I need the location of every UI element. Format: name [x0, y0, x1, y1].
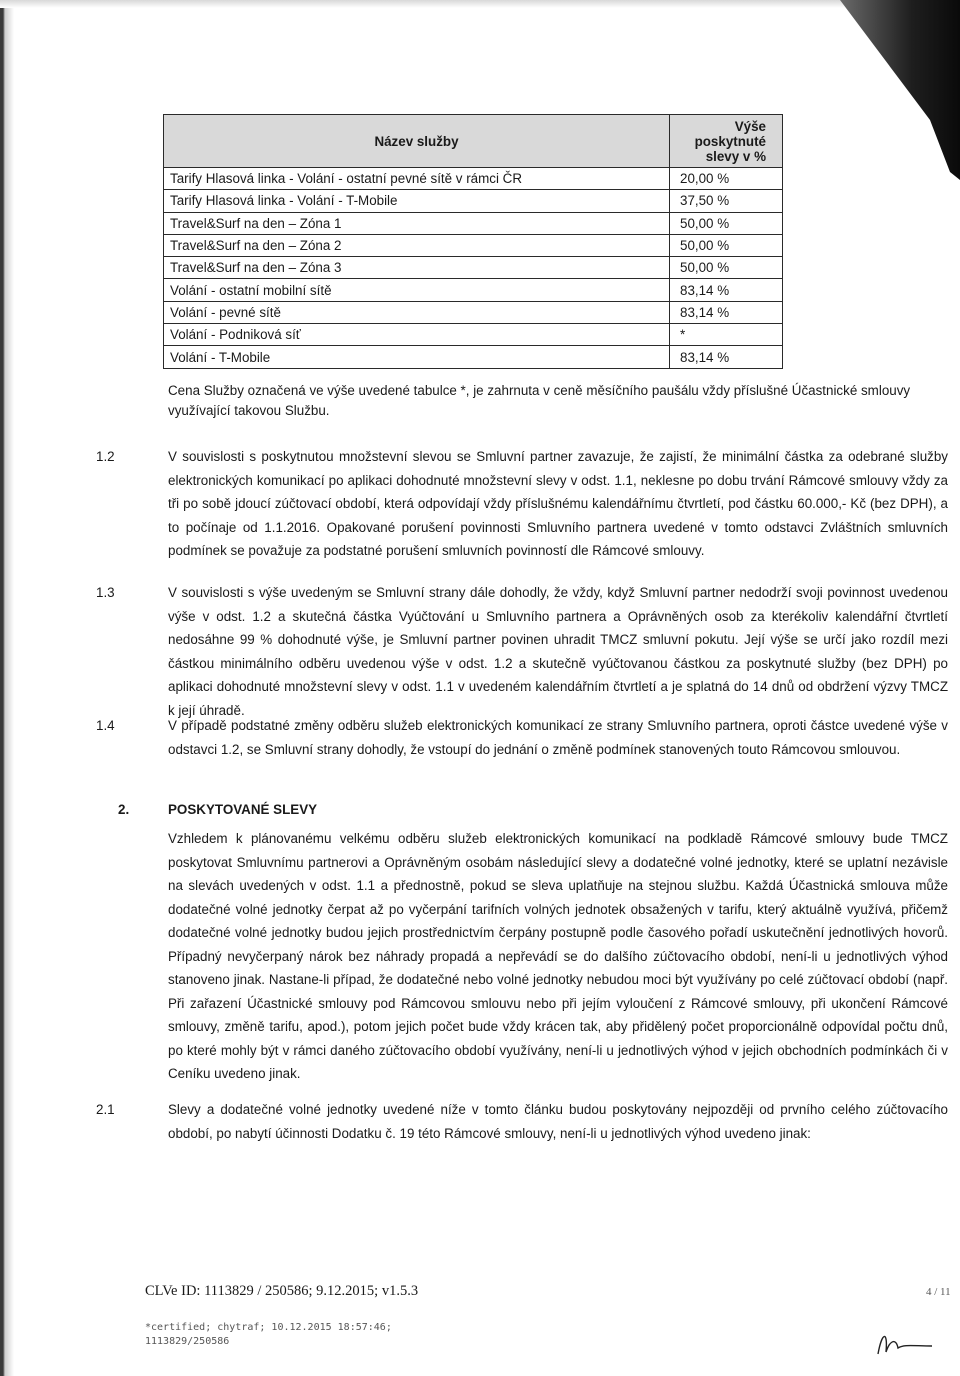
document-id: CLVe ID: 1113829 / 250586; 9.12.2015; v1.5.3 [145, 1283, 419, 1299]
certification-line: *certified; chytraf; 10.12.2015 18:57:46; [145, 1322, 392, 1333]
discount-rate: 50,00 % [670, 257, 783, 279]
clause-text: Slevy a dodatečné volné jednotky uvedené níže v tomto článku budou poskytovány nejpozději od prvního celého zúčtovacího období, po nabytí účinnosti Dodatku č. 19 této Rámcové smlouvy, není-li u jednotlivých výhod uvedeno jinak: [168, 1102, 948, 1141]
service-name: Travel&Surf na den – Zóna 2 [164, 234, 670, 256]
scan-edge-top [0, 0, 960, 8]
discount-rate: 83,14 % [670, 301, 783, 323]
clause-number: 1.4 [96, 718, 115, 733]
table-row [164, 190, 783, 212]
clause-text: V souvislosti s poskytnutou množstevní slevou se Smluvní partner zavazuje, že zajistí, že minimální částka za odebrané služby elektronických komunikací po aplikaci dohodnuté množstevní slevy v odst. 1.1, neklesne po dobu trvání Rámcové smlouvy vždy za tři po sobě jdoucí zúčtovací období, která odpovídají vždy příslušnému kalendářnímu čtvrtletí, pod částku 60.000,- Kč (bez DPH), a to počínaje od 1.1.2016. Opakované porušení povinnosti Smluvního partnera uvedené v tomto odstavci Zvláštních smluvních podmínek se považuje za podstatné porušení smluvních povinností dle Rámcové smlouvy. [168, 449, 948, 558]
table-row [164, 279, 783, 301]
table-row [164, 234, 783, 256]
table-row [164, 346, 783, 368]
section-intro-text: Vzhledem k plánovanému velkému odběru služeb elektronických komunikací na podkladě Rámcové smlouvy bude TMCZ poskytovat Smluvnímu partnerovi a Oprávněným osobám následující slevy a dodatečné volné jednotky, které se uplatní nezávisle na slevách uvedených v odst. 1.1 a přednostně, pokud se sleva uplatňuje na stejnou službu. Každá Účastnická smlouva může dodatečné volné jednotky čerpat až po vyčerpání tarifních volných jednotek obsažených v tarifu, který aktuálně využívá, přičemž dodatečné volné jednotky budou jejich prostřednictvím čerpány postupně podle časového pořadí uskutečnění jednotlivých hovorů. Případný nevyčerpaný nárok bez náhrady propadá a nepřevádí se do dalšího zúčtovacího období, není-li u jednotlivých výhod stanoveno jinak. Nastane-li případ, že dodatečné nebo volné jednotky nebudou moci být využívány po celé zúčtovací období (např. Při zařazení Účastnické smlouvy pod Rámcovou smlouvu nebo při jejím vyloučení z Rámcové smlouvy, při ukončení Rámcové smlouvy, změně tarifu, apod.), potom jejich počet bude vždy krácen tak, aby přidělený počet proporcionálně odpovídal počtu dnů, po které mohly být v rámci daného zúčtovacího období využívány, není-li u jednotlivých výhod v jejich obchodních podmínkách či v Ceníku uvedeno jinak. [168, 831, 948, 1081]
table-row [164, 212, 783, 234]
clause-text: V souvislosti s výše uvedeným se Smluvní strany dále dohodly, že vždy, když Smluvní partner nedodrží svoji povinnost uvedenou výše v odst. 1.2 a skutečná částka Vyúčtování u Smluvního partnera a Oprávněných osob za kterékoliv kalendářní čtvrtletí nedosáhne 99 % dohodnuté výše, je Smluvní partner povinen uhradit TMCZ smluvní pokutu. Její výše se určí jako rozdíl mezi částkou minimálního odběru uvedenou výše v odst. 1.2 a skutečně vyúčtovanou částkou za poskytnuté služby (bez DPH) po aplikaci dohodnuté množstevní slevy v odst. 1.1 v uvedeném kalendářním čtvrtletí a je splatná do 14 dnů od obdržení výzvy TMCZ k její úhradě. [168, 585, 948, 718]
table-row [164, 301, 783, 323]
service-name: Volání - ostatní mobilní sítě [164, 279, 670, 301]
clause-text: V případě podstatné změny odběru služeb elektronických komunikací ze strany Smluvního partnera, oproti částce uvedené výše v odstavci 1.2, se Smluvní strany dohodly, že vstoupí do jednání o změně podmínek stanovených touto Rámcovou smlouvou. [168, 718, 948, 757]
table-row [164, 257, 783, 279]
table-row [164, 168, 783, 190]
service-name: Volání - T-Mobile [164, 346, 670, 368]
service-name: Tarify Hlasová linka - Volání - ostatní pevné sítě v rámci ČR [164, 168, 670, 190]
scan-edge-left [0, 0, 14, 1376]
discount-rate: 37,50 % [670, 190, 783, 212]
section-title: POSKYTOVANÉ SLEVY [168, 802, 318, 817]
discount-table [163, 114, 783, 369]
discount-rate: 83,14 % [670, 346, 783, 368]
discount-rate: * [670, 324, 783, 346]
service-name: Tarify Hlasová linka - Volání - T-Mobile [164, 190, 670, 212]
discount-rate: 83,14 % [670, 279, 783, 301]
signature-mark [870, 1322, 940, 1362]
clause-number: 1.3 [96, 585, 115, 600]
section-number: 2. [118, 802, 130, 817]
service-name: Volání - pevné sítě [164, 301, 670, 323]
page-number: 4 / 11 [926, 1286, 951, 1298]
service-name: Travel&Surf na den – Zóna 1 [164, 212, 670, 234]
header-discount-rate: Výše poskytnuté slevy v % [670, 115, 783, 168]
clause-number: 2.1 [96, 1102, 115, 1117]
clause-number: 1.2 [96, 449, 115, 464]
discount-rate: 50,00 % [670, 234, 783, 256]
table-row [164, 324, 783, 346]
header-service-name: Název služby [164, 115, 670, 168]
discount-rate: 50,00 % [670, 212, 783, 234]
table-header-row [164, 115, 783, 168]
service-name: Volání - Podniková síť [164, 324, 670, 346]
discount-rate: 20,00 % [670, 168, 783, 190]
certification-id: 1113829/250586 [145, 1336, 230, 1347]
table-footnote: Cena Služby označená ve výše uvedené tabulce *, je zahrnuta v ceně měsíčního paušálu vždy příslušné Účastnické smlouvy využívající takovou Službu. [168, 383, 911, 418]
service-name: Travel&Surf na den – Zóna 3 [164, 257, 670, 279]
scanner-shadow-corner [820, 0, 960, 180]
